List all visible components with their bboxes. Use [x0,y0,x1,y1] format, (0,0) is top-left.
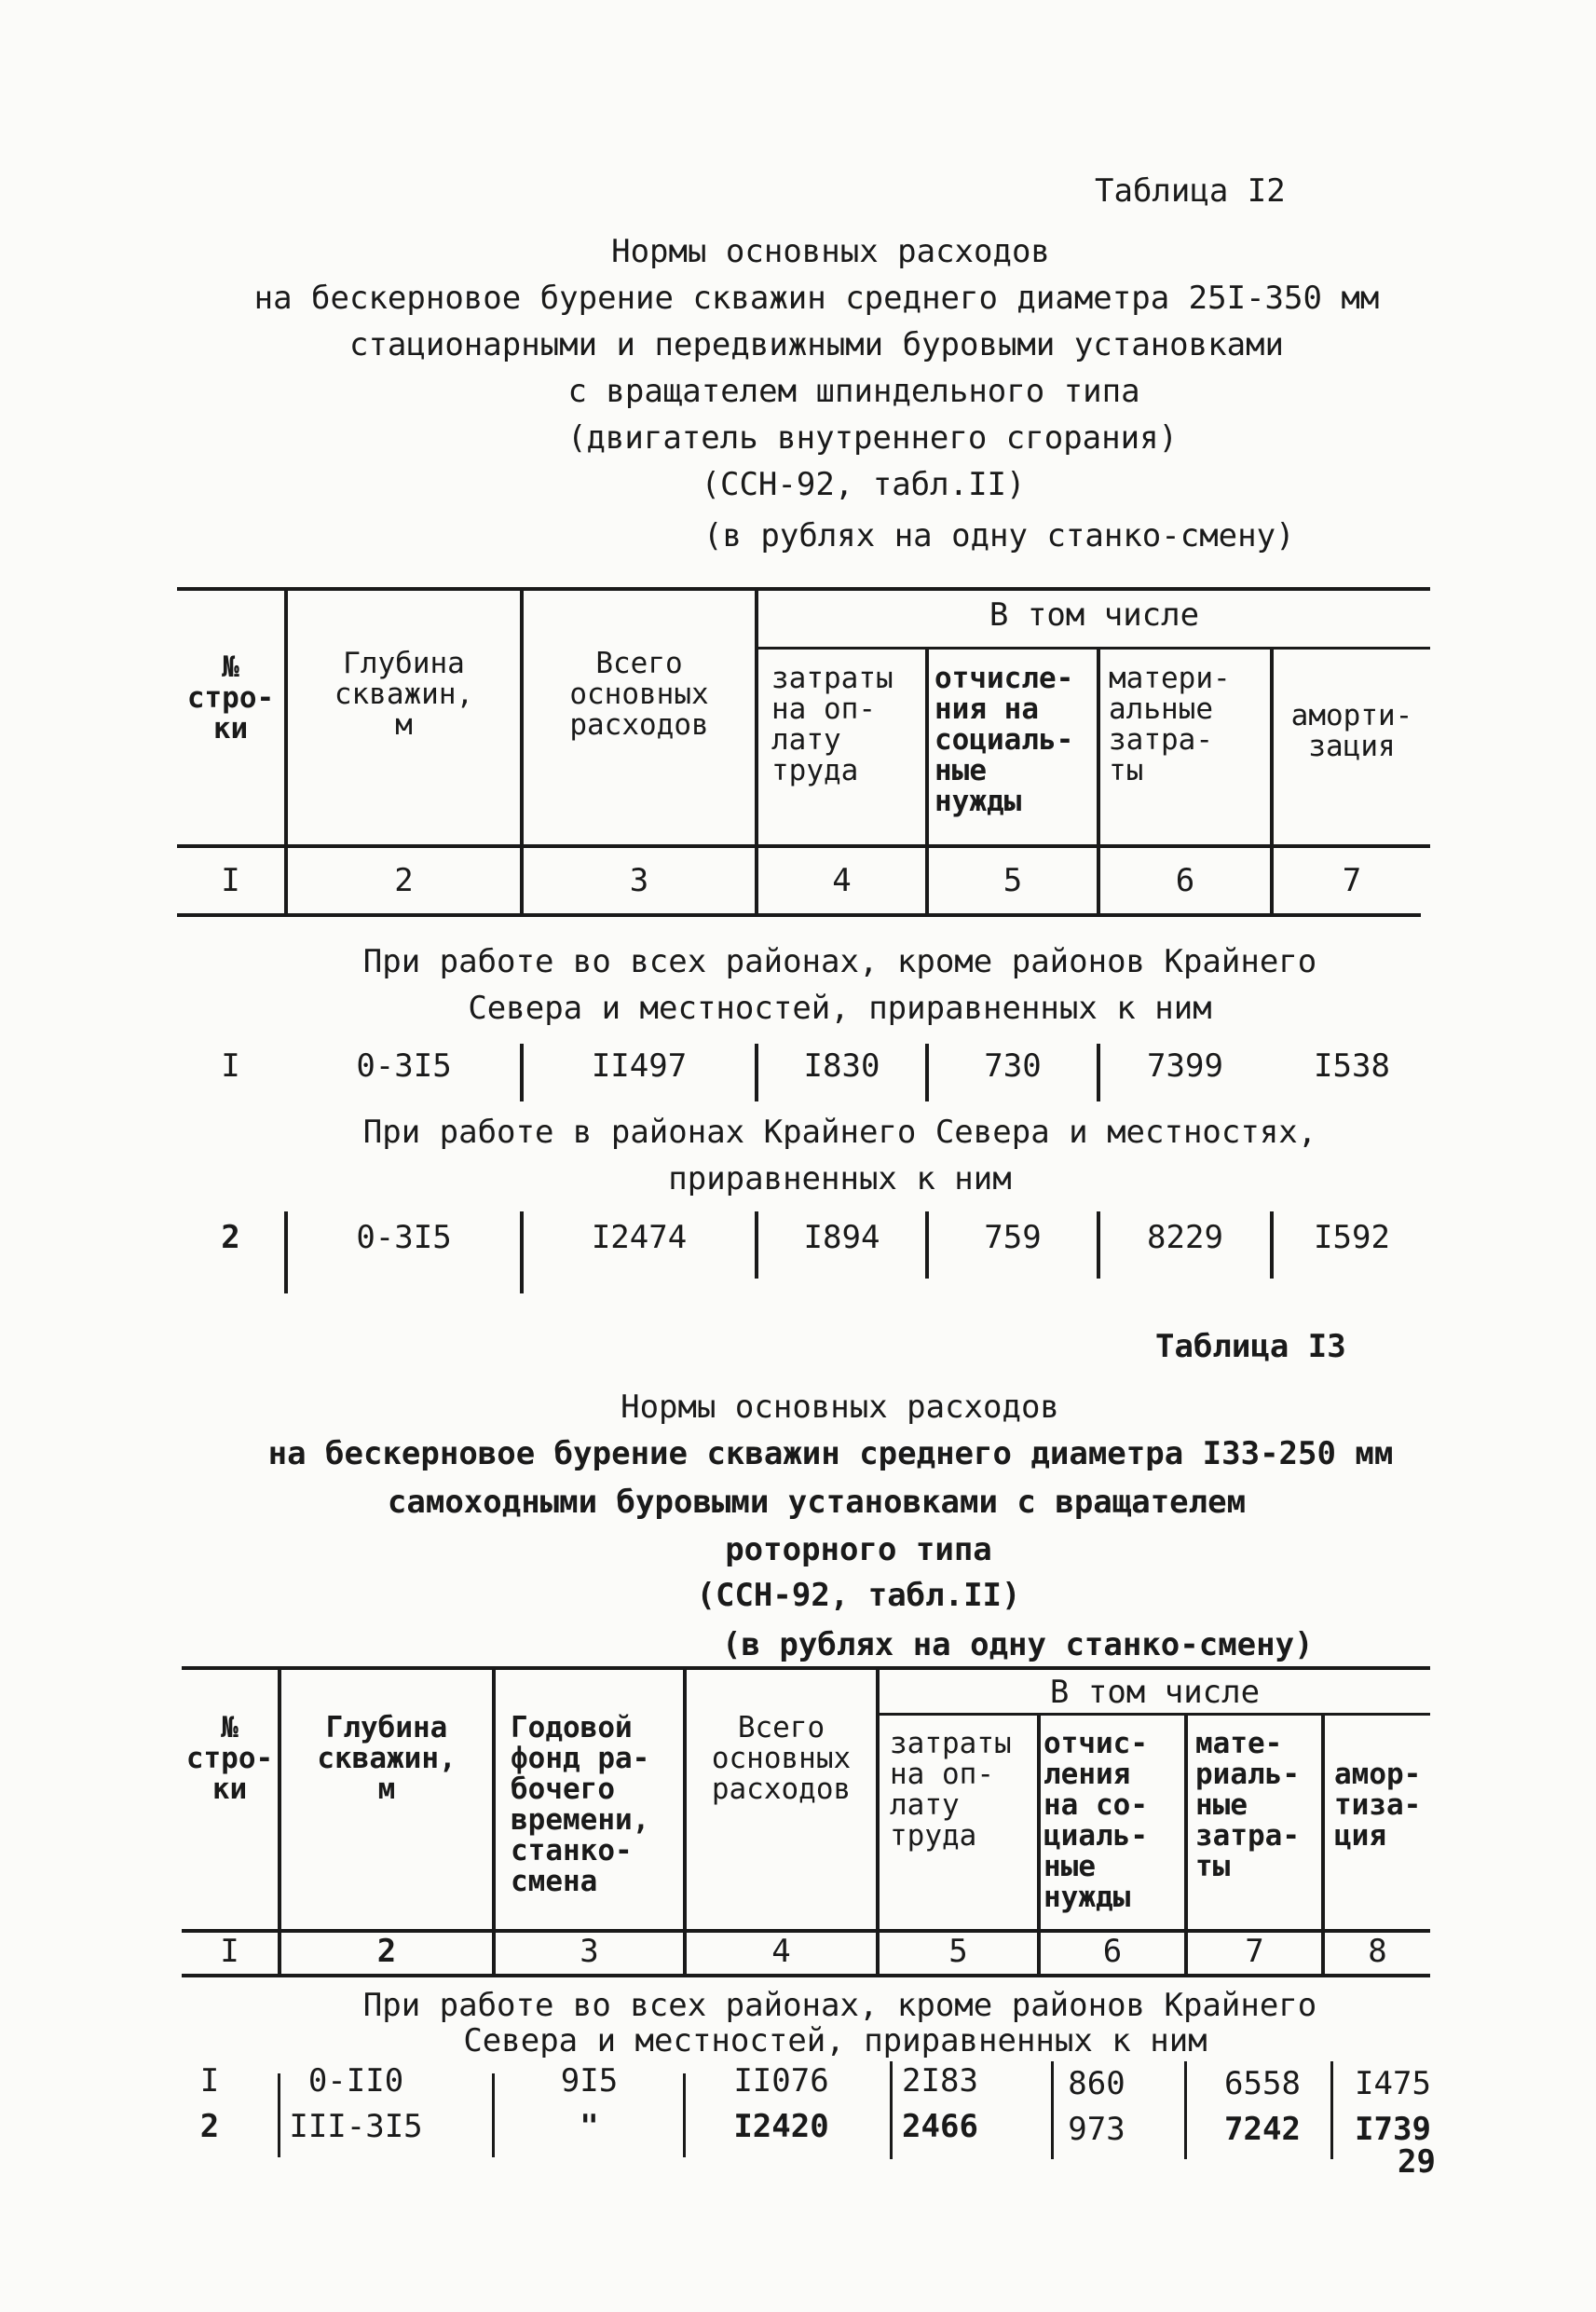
t13-colnum-2: 2 [376,1933,397,1970]
t13-header-labor: затраты на оп- лату труда [890,1727,1012,1853]
t12-colnum-4: 4 [832,862,852,899]
t12-row2-material: 8229 [1147,1219,1223,1256]
t13-row-sep-5 [1051,2061,1054,2159]
t12-numbers-bottom-rule [177,913,1421,917]
t12-colnum-6: 6 [1175,862,1195,899]
table12-title-line-3: стационарными и передвижными буровыми установками [348,326,1285,363]
t12-section2-line-2: приравненных к ним [668,1160,1012,1197]
t13-colnum-5: 5 [948,1933,968,1970]
t12-colnum-5: 5 [1003,862,1023,899]
t13-row1-amort: I475 [1355,2065,1431,2102]
t13-section1-line-2: Севера и местностей, приравненных к ним [463,2022,1207,2059]
t13-row1-labor: 2I83 [902,2062,978,2100]
t13-vline-2 [492,1668,496,1976]
t12-row2-labor: I894 [803,1219,880,1256]
t12-row1-depth: 0-3I5 [356,1047,452,1085]
t13-colnum-8: 8 [1368,1933,1387,1970]
t13-row2-depth: III-3I5 [289,2108,423,2145]
table13-units-note: (в рублях на одну станко-смену) [722,1626,1314,1663]
t13-row2-total: I2420 [733,2108,829,2145]
t13-colnum-4: 4 [771,1933,791,1970]
t12-section1-line-2: Севера и местностей, приравненных к ним [468,990,1212,1027]
t12-row1-amort: I538 [1314,1047,1390,1085]
t12-header-depth: Глубина скважин, м [334,647,474,742]
t13-header-social: отчис- ления на со- циаль- ные нужды [1044,1727,1148,1914]
t12-row2-social: 759 [984,1219,1042,1256]
t13-header-row-no: № стро- ки [185,1711,274,1806]
t13-row2-no: 2 [199,2108,220,2145]
t12-row2-depth: 0-3I5 [356,1219,452,1256]
t13-row-sep-7 [1330,2061,1333,2159]
t12-row1-material: 7399 [1147,1047,1223,1085]
t13-header-incl: В том числе [1049,1674,1261,1711]
t12-header-material: матери- альные затра- ты [1109,662,1231,787]
t12-colnum-3: 3 [629,862,649,899]
t13-row2-social: 973 [1068,2111,1125,2148]
t12-incl-rule [755,647,1430,650]
t13-vline-4 [876,1668,880,1976]
table12-units-note: (в рублях на одну станко-смену) [703,517,1295,554]
t12-colnum-1: I [221,862,240,899]
table12-title-line-1: Нормы основных расходов [611,233,1050,270]
table13-title-line-3: самоходными буровыми установками с вращателем [387,1484,1247,1521]
page-number: 29 [1398,2143,1436,2181]
table12-title-line-5: (двигатель внутреннего сгорания) [566,419,1179,457]
t13-row1-no: I [199,2062,220,2100]
t12-colnum-7: 7 [1342,862,1362,899]
table13-title-line-1: Нормы основных расходов [621,1389,1059,1426]
t12-top-rule [177,587,1430,591]
t12-header-amort: аморти- зация [1290,699,1413,763]
t13-row2-labor: 2466 [902,2108,978,2145]
t13-header-amort: амор- тиза- ция [1334,1758,1422,1853]
t13-row1-fund: 9I5 [560,2062,619,2100]
t13-colnum-7: 7 [1245,1933,1264,1970]
table12-caption: Таблица I2 [1095,172,1286,210]
t13-colnum-3: 3 [580,1933,599,1970]
t12-row2-amort: I592 [1314,1219,1390,1256]
t12-section2-line-1: При работе в районах Крайнего Севера и местностях, [362,1114,1317,1151]
t13-row-sep-2 [492,2073,495,2157]
t13-row1-total: II076 [733,2062,829,2100]
t13-header-total: Всего основных расходов [711,1711,852,1806]
t12-row1-social: 730 [984,1047,1042,1085]
t13-row1-material: 6558 [1224,2065,1301,2102]
table13-caption: Таблица I3 [1155,1328,1346,1365]
table12-title-line-2: на бескерновое бурение скважин среднего диаметра 25I-350 мм [253,280,1380,317]
t13-row-sep-4 [890,2061,893,2159]
t13-row1-depth: 0-II0 [307,2062,404,2100]
t13-colnum-1: I [220,1933,239,1970]
t12-row2-total: I2474 [591,1219,688,1256]
t13-row2-amort: I739 [1355,2111,1431,2148]
t12-row1-labor: I830 [803,1047,880,1085]
t12-row2-no: 2 [221,1219,240,1256]
t12-header-row-no: № стро- ки [186,650,275,746]
t13-row2-material: 7242 [1224,2111,1301,2148]
table13-title-line-4: роторного типа [725,1531,992,1568]
t13-row-sep-3 [683,2073,686,2157]
t12-section1-line-1: При работе во всех районах, кроме районов Крайнего [362,943,1317,980]
t13-row2-fund: " [580,2108,599,2145]
t13-header-depth: Глубина скважин, м [317,1711,457,1806]
t12-row1-total: II497 [591,1047,688,1085]
t13-numbers-bottom-rule [182,1974,1430,1977]
table12-title-line-6: (ССН-92, табл.II) [701,466,1026,503]
t13-top-rule [182,1666,1430,1670]
t13-row1-social: 860 [1068,2065,1125,2102]
t12-header-labor: затраты на оп- лату труда [771,662,893,787]
t12-header-social: отчисле- ния на социаль- ные нужды [934,662,1074,818]
t12-colnum-2: 2 [394,862,414,899]
table12-title-line-4: с вращателем шпиндельного типа [567,373,1140,410]
t13-row-sep-1 [278,2073,280,2157]
t13-header-material: мате- риаль- ные затра- ты [1195,1727,1300,1883]
t13-header-fund: Годовой фонд ра- бочего времени, станко- смена [511,1711,650,1898]
table13-title-line-5: (ССН-92, табл.II) [696,1577,1021,1614]
t12-header-incl: В том числе [989,596,1200,634]
t12-header-bottom-rule [177,844,1430,848]
t13-row-sep-6 [1184,2061,1187,2159]
t13-colnum-6: 6 [1102,1933,1123,1970]
t13-section1-line-1: При работе во всех районах, кроме районов Крайнего [362,1987,1317,2024]
t12-header-total: Всего основных расходов [569,647,709,742]
t13-incl-rule [876,1713,1430,1716]
t12-row1-no: I [221,1047,240,1085]
table13-title-line-2: на бескерновое бурение скважин среднего диаметра I33-250 мм [267,1435,1394,1472]
